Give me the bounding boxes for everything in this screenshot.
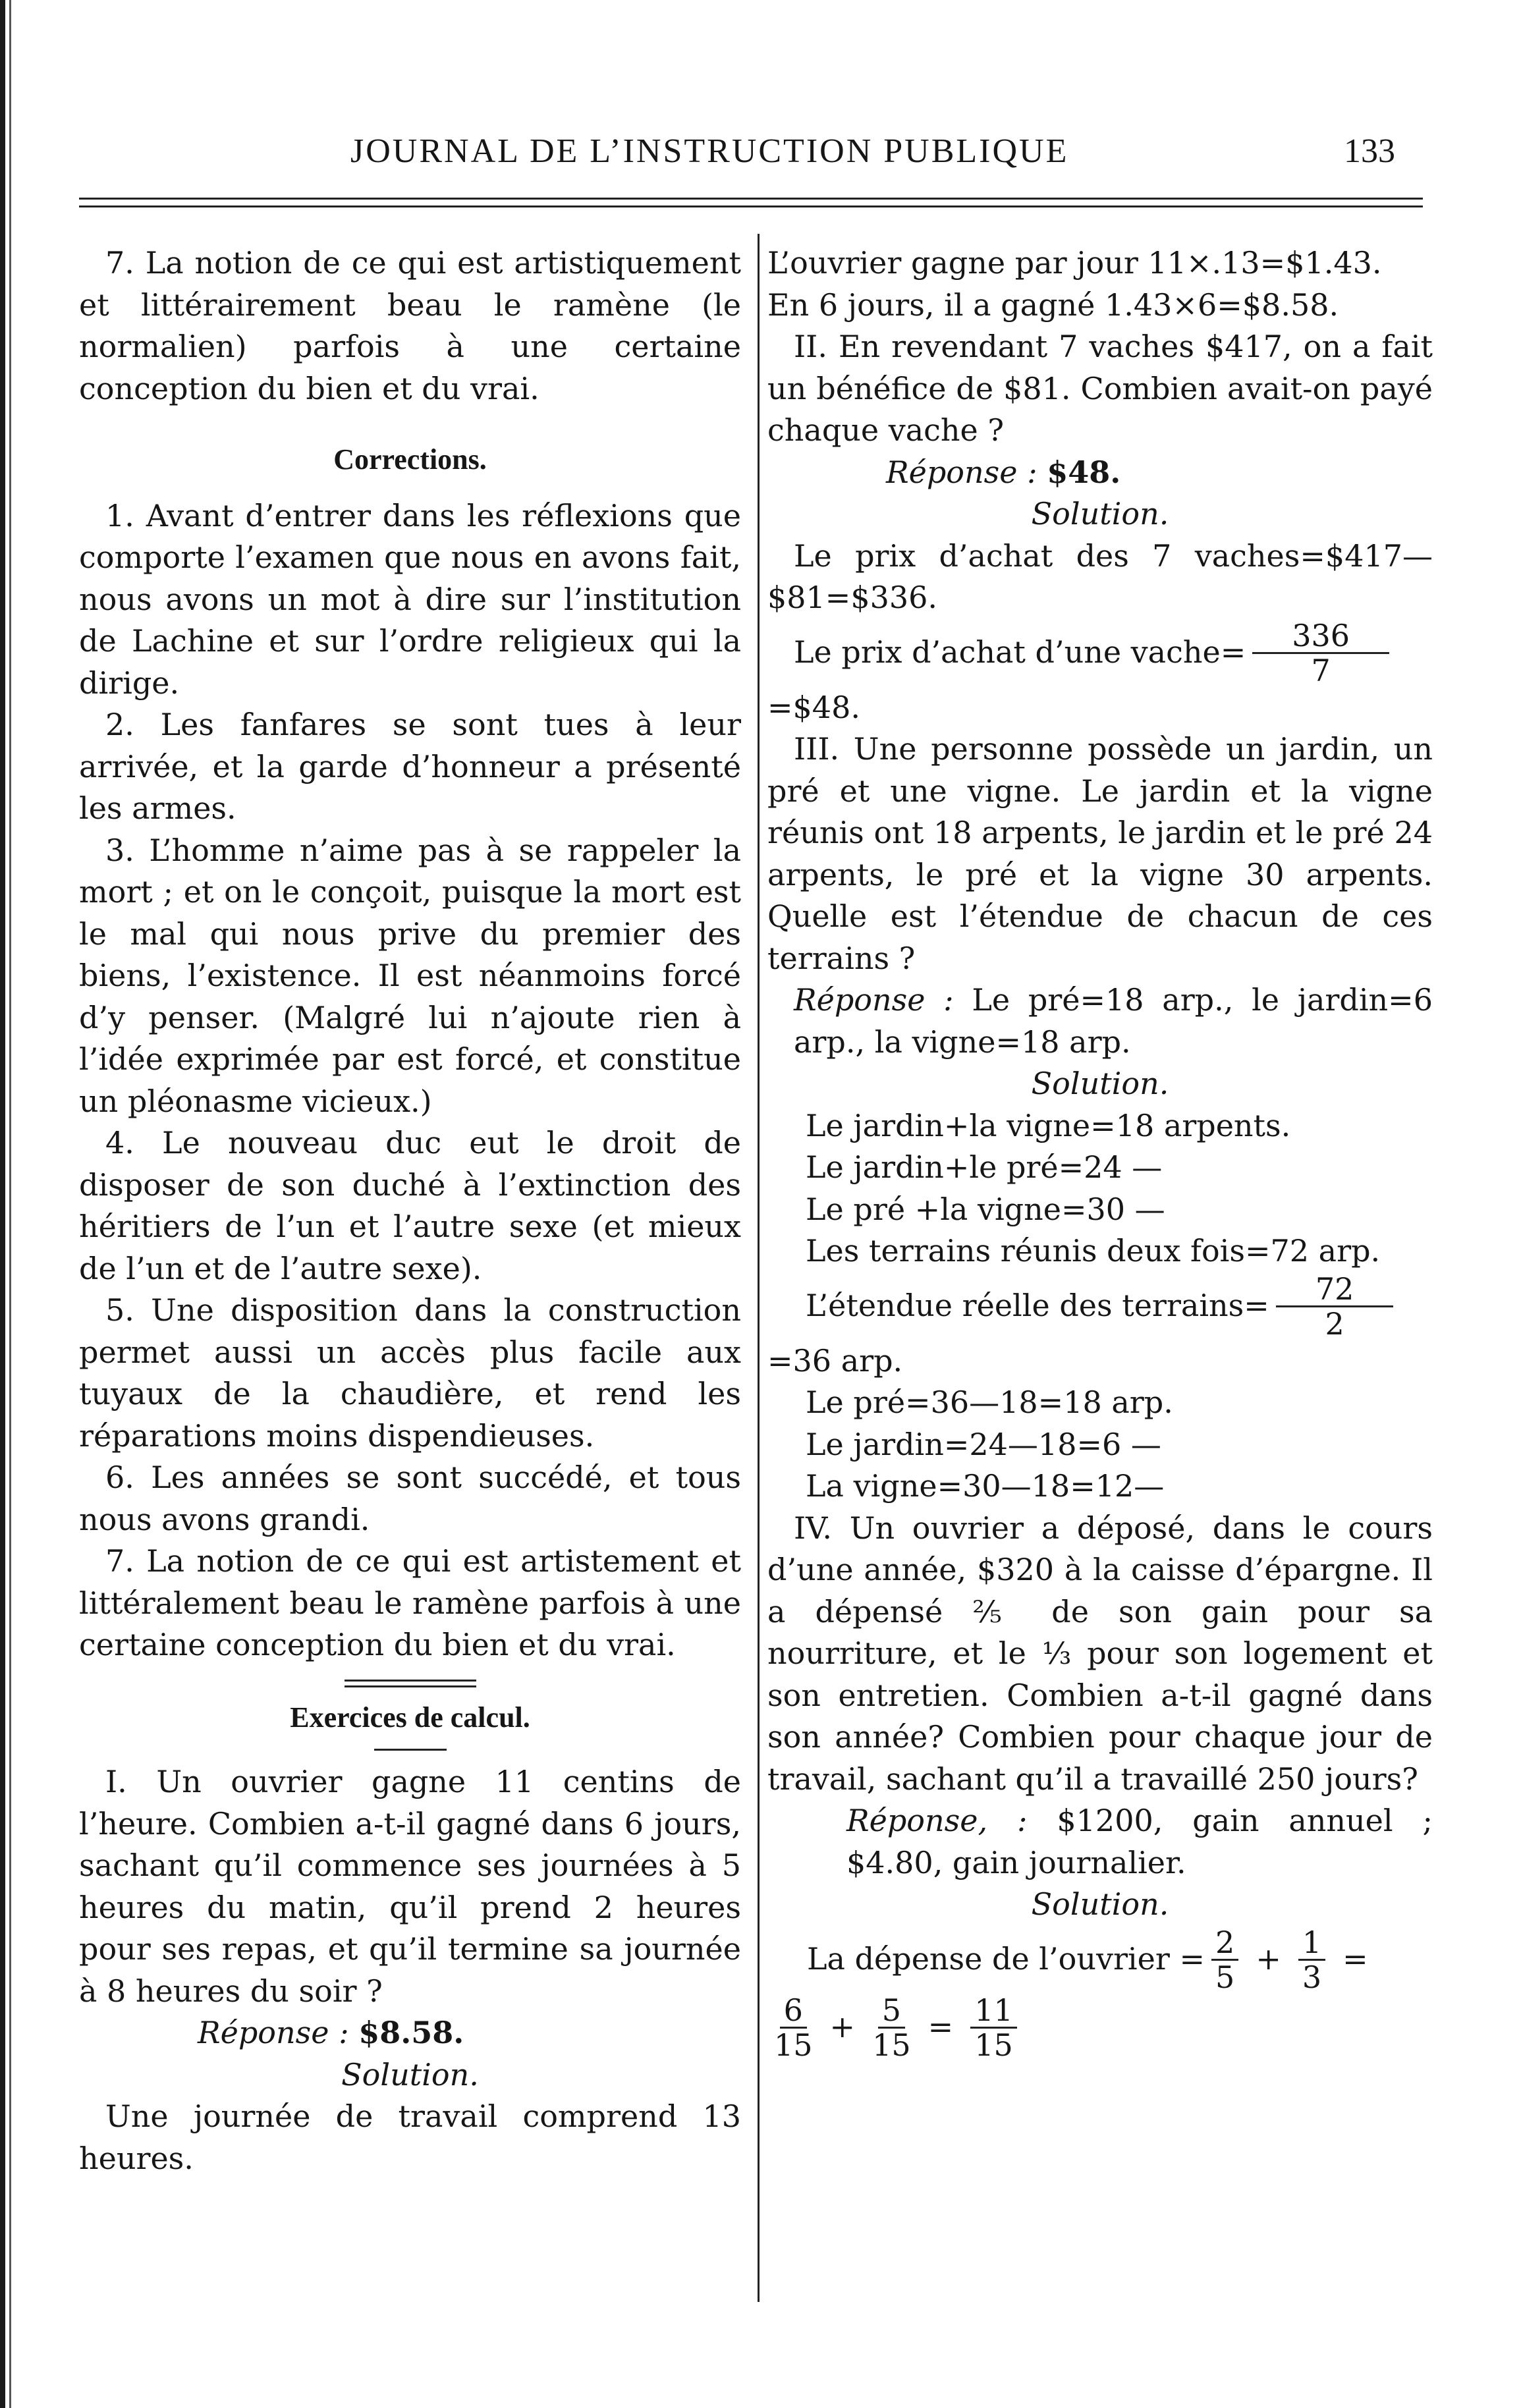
fraction-336-7 [1252, 619, 1389, 687]
answer-2-value: $48. [1047, 454, 1121, 490]
page-header [0, 132, 1521, 184]
problem-4: IV. Un ouvrier a déposé, dans le cours d’une année, $320 à la caisse d’épargne. Il a dépensé ⅖ de son gain pour sa nourriture, et le ⅓ pour son logement et son entretien. Combien a-t-il gagné dans son année? Combien pour chaque jour de travail, sachant qu’il a travaillé 250 jours? [767, 1510, 1433, 1797]
answer-3 [767, 979, 1433, 1063]
answer-1-label: Réponse : [198, 2015, 349, 2050]
problem-3: III. Une personne possède un jardin, un pré et une vigne. Le jardin et la vigne réunis ont 18 arpents, le jardin et le pré 24 arpents, le pré et la vigne 30 arpents. Quelle est l’étendue de chacun de ces terrains ? [767, 731, 1433, 976]
answer-3-value: Le pré=18 arp., le jardin=6 arp., la vigne=18 arp. [794, 982, 1433, 1060]
solution-4-line-1 [767, 1926, 1433, 1994]
exercises-heading: Exercices de calcul. [290, 1701, 530, 1734]
fraction-denominator: 15 [974, 2027, 1013, 2063]
fraction-denominator: 5 [1215, 1959, 1235, 1995]
left-column [79, 242, 741, 2179]
solution-3-result: =36 arp. [767, 1342, 903, 1379]
correction-1: 1. Avant d’entrer dans les réflexions que comporte l’examen que nous en avons fait, nous avons un mot à dire sur l’institution de Lachine et sur l’ordre religieux qui la dirige. [79, 497, 741, 701]
result-line-pre: Le pré=36—18=18 arp. [806, 1384, 1173, 1420]
correction-6: 6. Les années se sont succédé, et tous nous avons grandi. [79, 1460, 741, 1537]
solution-3-results [767, 1382, 1433, 1508]
correction-4: 4. Le nouveau duc eut le droit de disposer de son duché à l’extinction des héritiers de l’un et l’autre sexe (et mieux de l’un et de l’autre sexe). [79, 1125, 741, 1286]
header-rule-bottom [79, 205, 1423, 207]
solution-2-result: =$48. [767, 689, 860, 725]
system-line-3: Le pré +la vigne=30 — [806, 1191, 1165, 1227]
solution-3-label: Solution. [1031, 1066, 1169, 1101]
fraction-denominator: 15 [872, 2027, 911, 2063]
system-line-4: Les terrains réunis deux fois=72 arp. [806, 1233, 1381, 1269]
fraction-denominator: 2 [1325, 1305, 1344, 1342]
fraction-numerator: 6 [780, 1994, 807, 2029]
solution-4-line-2 [767, 1994, 1433, 2062]
fraction-11-15 [970, 1994, 1017, 2062]
item-7-intro: 7. La notion de ce qui est artistiquement et littérairement beau le ramène (le normalien) parfois à une certaine conception du bien et du vrai. [79, 245, 741, 406]
correction-2: 2. Les fanfares se sont tues à leur arrivée, et la garde d’honneur a présenté les armes. [79, 707, 741, 826]
fraction-denominator: 7 [1311, 652, 1331, 688]
fraction-5-15 [872, 1994, 911, 2062]
system-line-1: Le jardin+la vigne=18 arpents. [806, 1107, 1291, 1143]
solution-3-system [767, 1105, 1433, 1272]
fraction-numerator: 1 [1298, 1926, 1325, 1961]
fraction-numerator: 5 [878, 1994, 905, 2029]
section-double-rule [345, 1680, 476, 1687]
solution-2-label: Solution. [1031, 496, 1169, 532]
fraction-72-2 [1276, 1272, 1394, 1340]
fraction-numerator: 72 [1276, 1272, 1394, 1307]
solution-1-text: Une journée de travail comprend 13 heures. [79, 2098, 741, 2176]
solution-3-fraction-line [767, 1272, 1433, 1340]
problem-1: I. Un ouvrier gagne 11 centins de l’heure. Combien a-t-il gagné dans 6 jours, sachant qu’il commence ses journées à 5 heures du matin, qu’il prend 2 heures pour ses repas, et qu’il termine sa journée à 8 heures du soir ? [79, 1764, 741, 2009]
solution-2-fraction-line [767, 619, 1433, 687]
answer-4-label: Réponse, : [846, 1803, 1028, 1838]
fraction-numerator: 2 [1211, 1926, 1238, 1961]
answer-2 [767, 452, 1433, 494]
system-line-2: Le jardin+le pré=24 — [806, 1149, 1163, 1185]
column-divider [758, 234, 760, 2302]
problem-2: II. En revendant 7 vaches $417, on a fait un bénéfice de $81. Combien avait-on payé chaque vache ? [767, 329, 1433, 448]
plus-sign: + [1256, 1941, 1281, 1977]
page-edge-line [9, 0, 11, 2408]
equals-sign: = [1342, 1941, 1368, 1977]
answer-4-value: $1200, gain annuel ; $4.80, gain journalier. [846, 1803, 1433, 1880]
fraction-numerator: 336 [1252, 619, 1389, 654]
plus-sign: + [829, 2009, 856, 2045]
fraction-1-3 [1298, 1926, 1325, 1994]
answer-1-value: $8.58. [358, 2015, 464, 2050]
solution-1-line-1: L’ouvrier gagne par jour 11×.13=$1.43. [767, 245, 1382, 281]
answer-2-label: Réponse : [886, 454, 1037, 490]
page-number: 133 [1344, 132, 1395, 170]
fraction-denominator: 3 [1302, 1959, 1322, 1995]
solution-1-line-2: En 6 jours, il a gagné 1.43×6=$8.58. [767, 287, 1339, 323]
answer-1 [79, 2012, 741, 2054]
equals-sign: = [927, 2009, 954, 2045]
solution-2-fraction-prefix: Le prix d’achat d’une vache= [794, 634, 1246, 670]
solution-3-fraction-prefix: L’étendue réelle des terrains= [806, 1288, 1269, 1324]
fraction-denominator: 15 [774, 2027, 813, 2063]
fraction-2-5 [1211, 1926, 1238, 1994]
solution-2-text: Le prix d’achat des 7 vaches=$417—$81=$336. [767, 537, 1433, 615]
answer-3-label: Réponse : [794, 982, 954, 1018]
corrections-heading: Corrections. [333, 443, 487, 476]
correction-5: 5. Une disposition dans la construction permet aussi un accès plus facile aux tuyaux de la chaudière, et rend les réparations moins dispendieuses. [79, 1292, 741, 1454]
solution-4-label: Solution. [1031, 1886, 1169, 1922]
solution-1-label: Solution. [341, 2056, 479, 2093]
answer-4 [767, 1800, 1433, 1884]
fraction-numerator: 11 [970, 1994, 1017, 2029]
fraction-6-15 [774, 1994, 813, 2062]
section-short-rule [374, 1749, 447, 1751]
result-line-jardin: Le jardin=24—18=6 — [806, 1426, 1161, 1462]
right-column [767, 242, 1433, 2062]
result-line-vigne: La vigne=30—18=12— [806, 1468, 1165, 1504]
correction-7: 7. La notion de ce qui est artistement et littéralement beau le ramène parfois à une certaine conception du bien et du vrai. [79, 1543, 741, 1662]
running-title: JOURNAL DE L’INSTRUCTION PUBLIQUE [350, 132, 1069, 170]
solution-4-prefix: La dépense de l’ouvrier = [807, 1941, 1205, 1977]
header-rule-top [79, 198, 1423, 200]
correction-3: 3. L’homme n’aime pas à se rappeler la mort ; et on le conçoit, puisque la mort est le mal qui nous prive du premier des biens, l’existence. Il est néanmoins forcé d’y penser. (Malgré lui n’ajoute rien à l’idée exprimée par est forcé, et constitue un pléonasme vicieux.) [79, 832, 741, 1119]
page-edge-bar [0, 0, 5, 2408]
